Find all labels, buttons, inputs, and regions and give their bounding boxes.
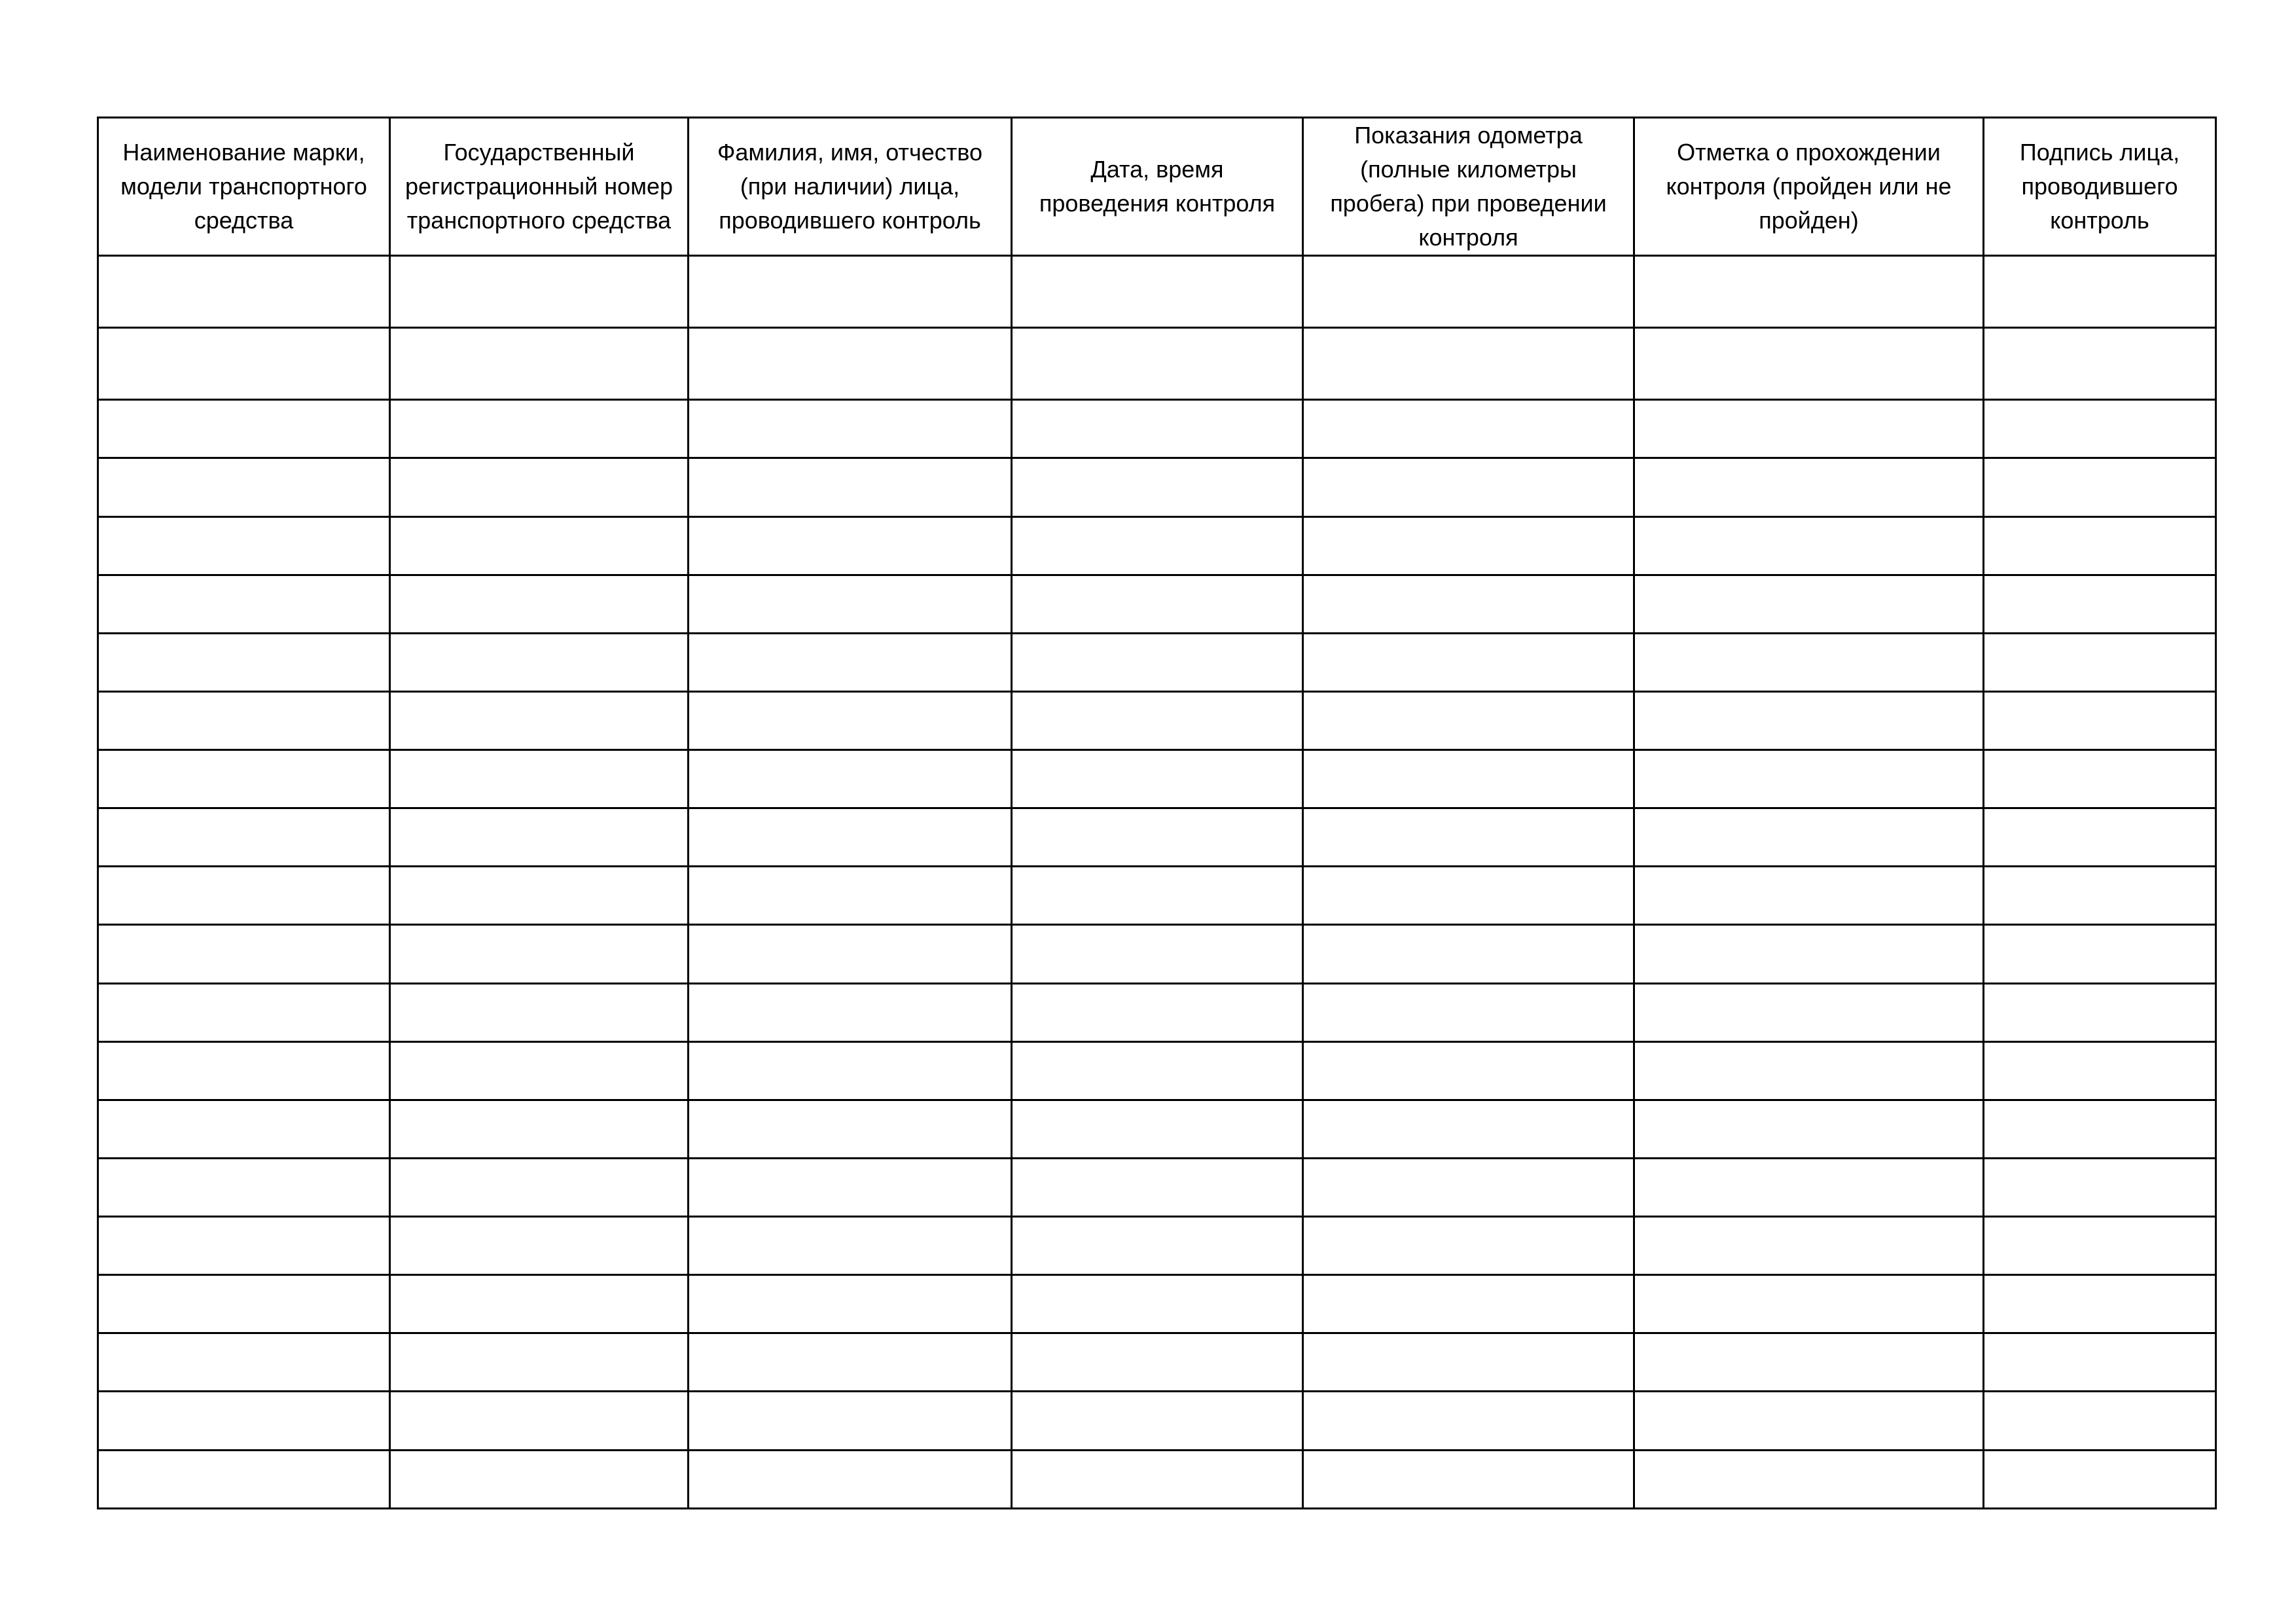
cell-inspector-name[interactable] [689,328,1012,400]
cell-date-time[interactable] [1012,925,1303,983]
cell-inspector-name[interactable] [689,983,1012,1041]
cell-date-time[interactable] [1012,983,1303,1041]
cell-control-mark[interactable] [1634,516,1984,575]
cell-control-mark[interactable] [1634,256,1984,328]
cell-signature[interactable] [1984,983,2216,1041]
cell-odometer[interactable] [1303,1100,1634,1158]
cell-control-mark[interactable] [1634,328,1984,400]
cell-registration-number[interactable] [390,1041,689,1100]
cell-odometer[interactable] [1303,400,1634,458]
cell-date-time[interactable] [1012,400,1303,458]
cell-inspector-name[interactable] [689,256,1012,328]
cell-odometer[interactable] [1303,808,1634,867]
cell-control-mark[interactable] [1634,1392,1984,1450]
header-inspector-name: Фамилия, имя, отчество (при наличии) лица, проводившего контроль [689,118,1012,256]
cell-registration-number[interactable] [390,867,689,925]
cell-control-mark[interactable] [1634,400,1984,458]
cell-date-time[interactable] [1012,1392,1303,1450]
cell-control-mark[interactable] [1634,1100,1984,1158]
cell-signature[interactable] [1984,1275,2216,1333]
cell-signature[interactable] [1984,750,2216,808]
cell-inspector-name[interactable] [689,400,1012,458]
cell-control-mark[interactable] [1634,983,1984,1041]
cell-odometer[interactable] [1303,256,1634,328]
cell-odometer[interactable] [1303,750,1634,808]
table-row [98,1333,2216,1392]
cell-control-mark[interactable] [1634,808,1984,867]
cell-vehicle-model[interactable] [98,633,390,691]
cell-control-mark[interactable] [1634,633,1984,691]
cell-registration-number[interactable] [390,750,689,808]
cell-control-mark[interactable] [1634,1041,1984,1100]
table-row [98,1041,2216,1100]
cell-registration-number[interactable] [390,1217,689,1275]
cell-signature[interactable] [1984,1333,2216,1392]
cell-inspector-name[interactable] [689,867,1012,925]
cell-signature[interactable] [1984,575,2216,633]
header-date-time: Дата, время проведения контроля [1012,118,1303,256]
cell-inspector-name[interactable] [689,575,1012,633]
cell-vehicle-model[interactable] [98,1450,390,1508]
cell-date-time[interactable] [1012,867,1303,925]
cell-signature[interactable] [1984,808,2216,867]
cell-date-time[interactable] [1012,328,1303,400]
cell-odometer[interactable] [1303,633,1634,691]
header-control-mark: Отметка о прохождении контроля (пройден или не пройден) [1634,118,1984,256]
table-row [98,750,2216,808]
cell-signature[interactable] [1984,867,2216,925]
cell-odometer[interactable] [1303,1450,1634,1508]
cell-vehicle-model[interactable] [98,867,390,925]
cell-vehicle-model[interactable] [98,1100,390,1158]
cell-control-mark[interactable] [1634,458,1984,516]
cell-signature[interactable] [1984,400,2216,458]
table-row [98,1275,2216,1333]
table-row [98,867,2216,925]
cell-inspector-name[interactable] [689,808,1012,867]
cell-vehicle-model[interactable] [98,1041,390,1100]
cell-inspector-name[interactable] [689,1275,1012,1333]
cell-inspector-name[interactable] [689,750,1012,808]
cell-control-mark[interactable] [1634,1158,1984,1216]
cell-control-mark[interactable] [1634,867,1984,925]
cell-date-time[interactable] [1012,1450,1303,1508]
cell-date-time[interactable] [1012,1158,1303,1216]
cell-odometer[interactable] [1303,328,1634,400]
cell-control-mark[interactable] [1634,925,1984,983]
cell-odometer[interactable] [1303,867,1634,925]
cell-vehicle-model[interactable] [98,458,390,516]
cell-registration-number[interactable] [390,1450,689,1508]
cell-vehicle-model[interactable] [98,691,390,749]
cell-vehicle-model[interactable] [98,400,390,458]
cell-registration-number[interactable] [390,808,689,867]
cell-inspector-name[interactable] [689,691,1012,749]
cell-registration-number[interactable] [390,1392,689,1450]
header-signature: Подпись лица, проводившего контроль [1984,118,2216,256]
cell-inspector-name[interactable] [689,516,1012,575]
cell-vehicle-model[interactable] [98,1333,390,1392]
cell-control-mark[interactable] [1634,1217,1984,1275]
cell-odometer[interactable] [1303,1275,1634,1333]
cell-date-time[interactable] [1012,1333,1303,1392]
cell-registration-number[interactable] [390,925,689,983]
cell-date-time[interactable] [1012,256,1303,328]
cell-inspector-name[interactable] [689,1100,1012,1158]
table-row [98,1450,2216,1508]
cell-inspector-name[interactable] [689,458,1012,516]
cell-vehicle-model[interactable] [98,750,390,808]
cell-date-time[interactable] [1012,750,1303,808]
cell-registration-number[interactable] [390,1158,689,1216]
cell-odometer[interactable] [1303,516,1634,575]
table-row [98,575,2216,633]
table-row [98,458,2216,516]
table-body [98,256,2216,1509]
cell-vehicle-model[interactable] [98,1275,390,1333]
table-row [98,256,2216,328]
cell-date-time[interactable] [1012,516,1303,575]
cell-signature[interactable] [1984,633,2216,691]
cell-date-time[interactable] [1012,1217,1303,1275]
cell-date-time[interactable] [1012,1100,1303,1158]
cell-signature[interactable] [1984,328,2216,400]
cell-registration-number[interactable] [390,1333,689,1392]
cell-inspector-name[interactable] [689,1333,1012,1392]
cell-vehicle-model[interactable] [98,256,390,328]
table-row [98,1158,2216,1216]
cell-odometer[interactable] [1303,1217,1634,1275]
table-row [98,328,2216,400]
table-row [98,1217,2216,1275]
cell-signature[interactable] [1984,1450,2216,1508]
cell-date-time[interactable] [1012,575,1303,633]
cell-registration-number[interactable] [390,575,689,633]
cell-date-time[interactable] [1012,1041,1303,1100]
table-row [98,691,2216,749]
cell-signature[interactable] [1984,1100,2216,1158]
cell-vehicle-model[interactable] [98,925,390,983]
cell-registration-number[interactable] [390,983,689,1041]
cell-vehicle-model[interactable] [98,1392,390,1450]
cell-odometer[interactable] [1303,925,1634,983]
cell-control-mark[interactable] [1634,691,1984,749]
table-row [98,400,2216,458]
cell-inspector-name[interactable] [689,925,1012,983]
cell-odometer[interactable] [1303,983,1634,1041]
cell-date-time[interactable] [1012,691,1303,749]
cell-vehicle-model[interactable] [98,516,390,575]
cell-date-time[interactable] [1012,1275,1303,1333]
table-row [98,925,2216,983]
cell-vehicle-model[interactable] [98,1217,390,1275]
cell-vehicle-model[interactable] [98,575,390,633]
cell-inspector-name[interactable] [689,1450,1012,1508]
cell-vehicle-model[interactable] [98,983,390,1041]
table-row [98,1100,2216,1158]
cell-odometer[interactable] [1303,1392,1634,1450]
cell-odometer[interactable] [1303,575,1634,633]
cell-registration-number[interactable] [390,1275,689,1333]
cell-vehicle-model[interactable] [98,328,390,400]
table-row [98,1392,2216,1450]
cell-inspector-name[interactable] [689,633,1012,691]
cell-control-mark[interactable] [1634,575,1984,633]
cell-signature[interactable] [1984,691,2216,749]
cell-registration-number[interactable] [390,328,689,400]
cell-registration-number[interactable] [390,256,689,328]
vehicle-control-log-table [97,117,2217,1509]
cell-registration-number[interactable] [390,691,689,749]
table-row [98,808,2216,867]
cell-control-mark[interactable] [1634,1333,1984,1392]
cell-inspector-name[interactable] [689,1392,1012,1450]
cell-registration-number[interactable] [390,1100,689,1158]
table-header [98,118,2216,256]
cell-signature[interactable] [1984,1217,2216,1275]
cell-registration-number[interactable] [390,633,689,691]
cell-inspector-name[interactable] [689,1158,1012,1216]
cell-date-time[interactable] [1012,458,1303,516]
cell-vehicle-model[interactable] [98,1158,390,1216]
cell-registration-number[interactable] [390,400,689,458]
cell-signature[interactable] [1984,458,2216,516]
cell-signature[interactable] [1984,925,2216,983]
table-row [98,983,2216,1041]
cell-inspector-name[interactable] [689,1217,1012,1275]
cell-odometer[interactable] [1303,691,1634,749]
header-registration-number: Государственный регистрационный номер транспортного средства [390,118,689,256]
cell-odometer[interactable] [1303,1158,1634,1216]
cell-vehicle-model[interactable] [98,808,390,867]
header-odometer: Показания одометра (полные километры пробега) при проведении контроля [1303,118,1634,256]
cell-odometer[interactable] [1303,1041,1634,1100]
cell-registration-number[interactable] [390,516,689,575]
cell-odometer[interactable] [1303,458,1634,516]
cell-registration-number[interactable] [390,458,689,516]
table-row [98,516,2216,575]
header-row [98,118,2216,256]
cell-signature[interactable] [1984,1392,2216,1450]
cell-signature[interactable] [1984,1041,2216,1100]
cell-odometer[interactable] [1303,1333,1634,1392]
cell-date-time[interactable] [1012,633,1303,691]
cell-control-mark[interactable] [1634,1450,1984,1508]
cell-signature[interactable] [1984,516,2216,575]
cell-date-time[interactable] [1012,808,1303,867]
table-row [98,633,2216,691]
cell-control-mark[interactable] [1634,750,1984,808]
cell-signature[interactable] [1984,256,2216,328]
cell-inspector-name[interactable] [689,1041,1012,1100]
cell-signature[interactable] [1984,1158,2216,1216]
header-vehicle-model: Наименование марки, модели транспортного средства [98,118,390,256]
cell-control-mark[interactable] [1634,1275,1984,1333]
